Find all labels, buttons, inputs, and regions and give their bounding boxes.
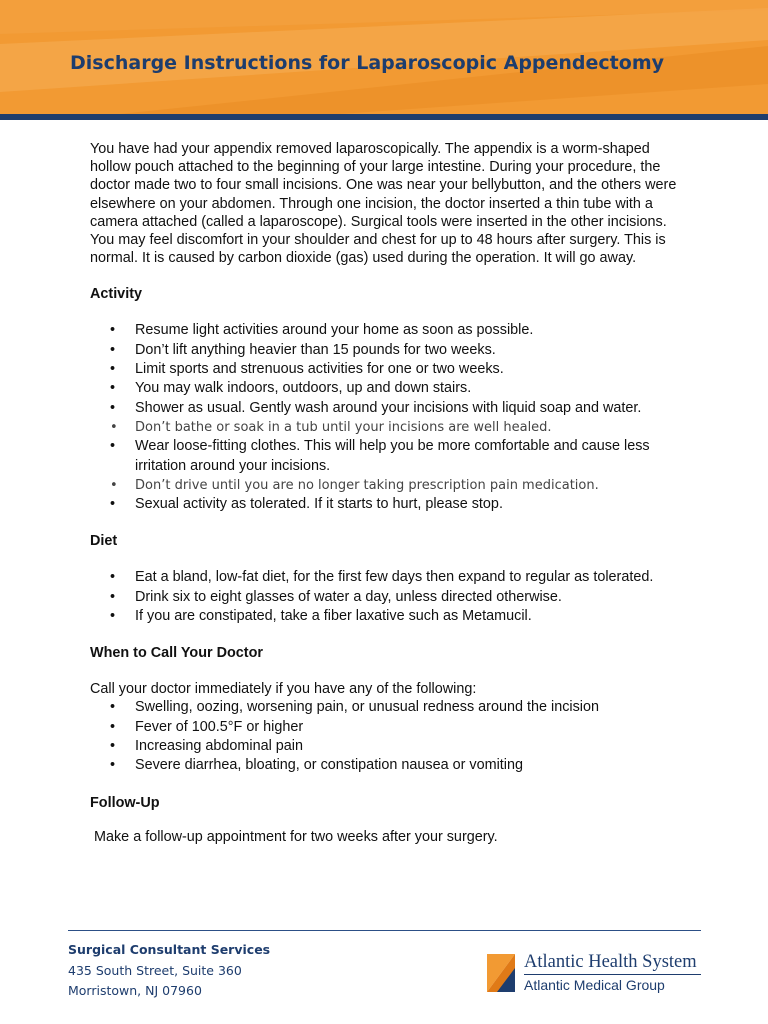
bullet-icon: • xyxy=(110,699,116,716)
footer-rule xyxy=(68,930,701,931)
list-item: • Don’t lift anything heavier than 15 pounds for two weeks. xyxy=(90,341,690,360)
list-item: • Don’t bathe or soak in a tub until your incisions are well healed. xyxy=(90,418,690,437)
list-item: • Increasing abdominal pain xyxy=(90,737,690,756)
header-banner xyxy=(0,0,768,114)
list-item: • Resume light activities around your home as soon as possible. xyxy=(90,321,690,340)
bullet-icon: • xyxy=(110,607,116,624)
list-item: • Eat a bland, low-fat diet, for the first few days then expand to regular as tolerated. xyxy=(90,568,690,587)
document-title: Discharge Instructions for Laparoscopic Appendectomy xyxy=(70,52,665,74)
bullet-icon: • xyxy=(110,718,116,735)
intro-paragraph: You have had your appendix removed laparoscopically. The appendix is a worm-shaped hollow pouch attached to the beginning of your large intestine. During your procedure, the doctor made two to four small incisions. One was near your bellybutton, and the others were elsewhere on your abdomen. Through one incision, the doctor inserted a thin tube with a camera attached (called a laparoscope). Surgical tools were inserted in the other incisions. You may feel discomfort in your shoulder and chest for up to 48 hours after surgery. This is normal. It is caused by carbon dioxide (gas) used during the operation. It will go away. xyxy=(90,141,677,267)
logo-divider xyxy=(524,974,701,975)
list-item: • Limit sports and strenuous activities for one or two weeks. xyxy=(90,360,690,379)
diet-list xyxy=(90,568,690,626)
bullet-icon: • xyxy=(110,399,116,416)
footer-contact xyxy=(68,940,270,1002)
bullet-icon: • xyxy=(110,738,116,755)
bullet-icon: • xyxy=(110,477,118,493)
logo-subname: Atlantic Medical Group xyxy=(524,977,665,993)
atlantic-health-logo xyxy=(487,951,707,995)
list-item: • You may walk indoors, outdoors, up and down stairs. xyxy=(90,379,690,398)
call-doctor-lead: Call your doctor immediately if you have any of the following: xyxy=(90,681,477,698)
bullet-icon: • xyxy=(110,361,116,378)
bullet-icon: • xyxy=(110,588,116,605)
call-doctor-heading: When to Call Your Doctor xyxy=(90,645,263,662)
footer-address-line2: Morristown, NJ 07960 xyxy=(68,983,202,998)
bullet-icon: • xyxy=(110,496,116,513)
list-item: • Don’t drive until you are no longer taking prescription pain medication. xyxy=(90,476,690,495)
list-item: • Shower as usual. Gently wash around your incisions with liquid soap and water. xyxy=(90,399,690,418)
bullet-icon: • xyxy=(110,438,116,455)
footer-org-name: Surgical Consultant Services xyxy=(68,942,271,957)
bullet-icon: • xyxy=(110,569,116,586)
atlantic-health-logo-mark-icon xyxy=(487,954,515,992)
bullet-icon: • xyxy=(110,419,118,435)
logo-name: Atlantic Health System xyxy=(524,952,697,972)
list-item: • Severe diarrhea, bloating, or constipation nausea or vomiting xyxy=(90,756,690,775)
call-doctor-list xyxy=(90,698,690,775)
activity-heading: Activity xyxy=(90,286,142,303)
follow-up-heading: Follow-Up xyxy=(90,794,160,811)
bullet-icon: • xyxy=(110,322,116,339)
activity-list xyxy=(90,321,690,514)
list-item: • If you are constipated, take a fiber laxative such as Metamucil. xyxy=(90,607,690,626)
follow-up-text: Make a follow-up appointment for two weeks after your surgery. xyxy=(94,828,498,845)
list-item: • Swelling, oozing, worsening pain, or unusual redness around the incision xyxy=(90,698,690,717)
bullet-icon: • xyxy=(110,341,116,358)
list-item: • Drink six to eight glasses of water a day, unless directed otherwise. xyxy=(90,588,690,607)
header-rule xyxy=(0,114,768,120)
list-item: • Sexual activity as tolerated. If it starts to hurt, please stop. xyxy=(90,495,690,514)
document-body xyxy=(90,140,690,846)
footer-address-line1: 435 South Street, Suite 360 xyxy=(68,962,242,978)
diet-heading: Diet xyxy=(90,533,118,550)
list-item: • Wear loose-fitting clothes. This will help you be more comfortable and cause less irritation around your incisions. xyxy=(110,438,650,474)
bullet-icon: • xyxy=(110,757,116,774)
list-item: • Fever of 100.5°F or higher xyxy=(90,718,690,737)
bullet-icon: • xyxy=(110,380,116,397)
